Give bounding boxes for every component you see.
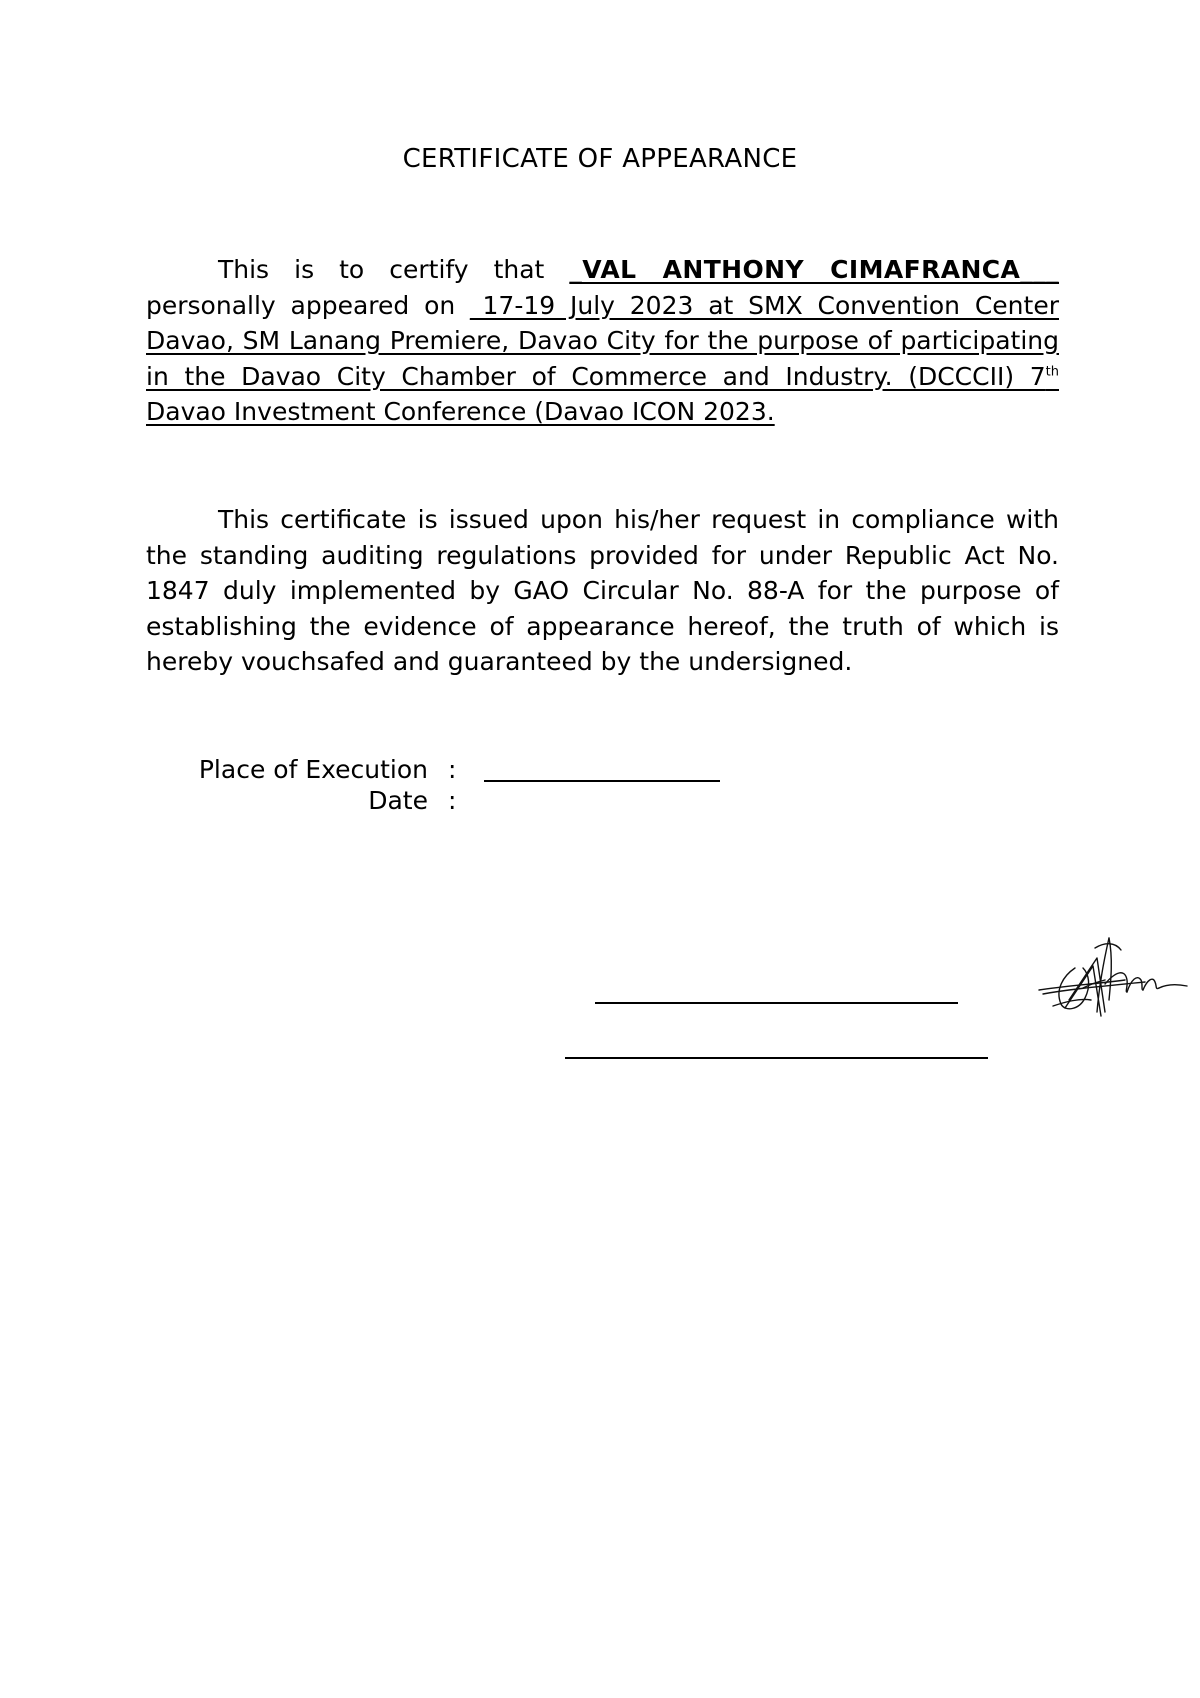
attendee-name: _VAL ANTHONY CIMAFRANCA___ [569,255,1060,284]
event-details-part2: Davao Investment Conference (Davao ICON 2023. [146,397,775,426]
execution-block [146,754,746,816]
place-of-execution-label: Place of Execution [198,755,428,784]
certify-intro: This is to certify that [218,255,570,284]
place-of-execution-blank-line [484,780,720,782]
colon-separator: : [448,755,457,784]
event-details-part1: _17-19 July 2023 at SMX Convention Center Davao, SM Lanang Premiere, Davao City for the purpose of participating in the Davao City Chamber of Commerce and Industry. (DCCCII) 7 [146,290,1059,391]
compliance-paragraph [146,502,1059,680]
compliance-text: This certificate is issued upon his/her request in compliance with the standing auditing regulations provided for under Republic Act No. 1847 duly implemented by GAO Circular No. 88-A for the purpose of establishing the evidence of appearance hereof, the truth of which is hereby vouchsafed and guaranteed by the undersigned. [146,505,1059,676]
handwritten-signature [1035,928,1200,1023]
colon-separator: : [448,786,457,815]
page-title: CERTIFICATE OF APPEARANCE [402,144,798,174]
certification-paragraph [146,252,1059,430]
ordinal-suffix: th [1045,364,1059,380]
appeared-text: personally appeared on [146,290,471,320]
date-label: Date [368,786,428,815]
signature-line [595,1002,958,1004]
place-of-execution-row [146,754,746,785]
signatory-name-line [565,1057,988,1059]
date-row [146,785,746,816]
